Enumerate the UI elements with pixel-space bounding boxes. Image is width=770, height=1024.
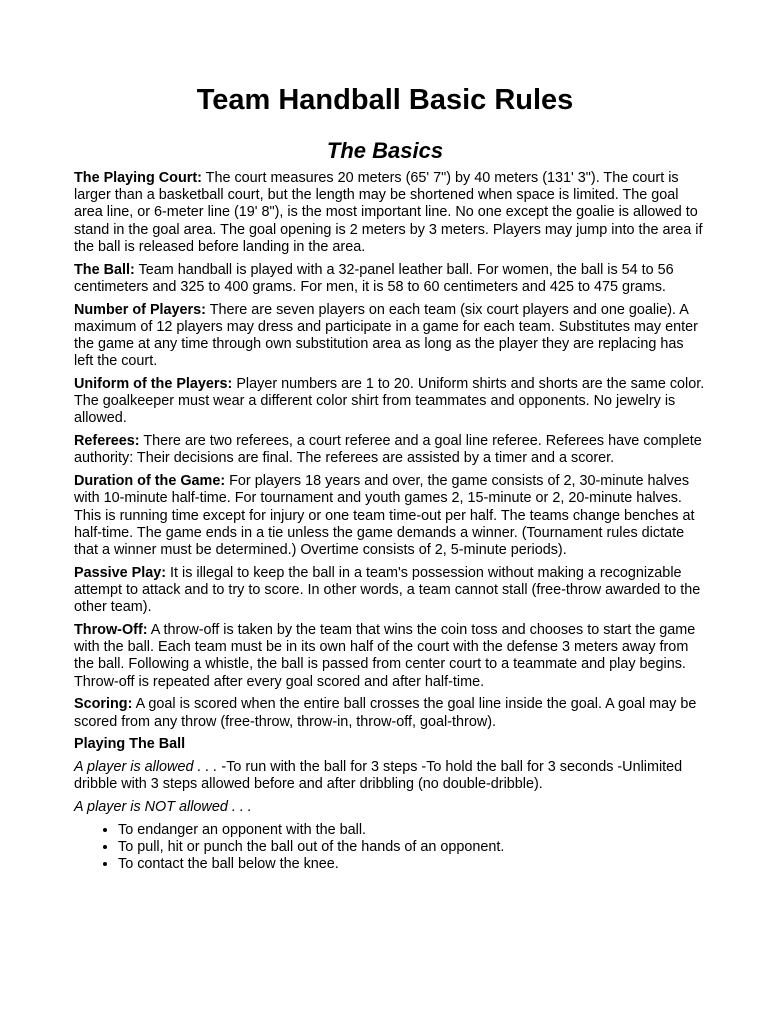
section-term: Duration of the Game: <box>74 473 226 490</box>
section-text: A goal is scored when the entire ball crosses the goal line inside the goal. A goal may be scored from any throw (free-throw, throw-in, throw-off, goal-throw). <box>74 696 697 730</box>
not-allowed-label: A player is NOT allowed . . . <box>74 799 252 816</box>
section-text: The court measures 20 meters (65' 7") by 40 meters (131' 3"). The court is larger than a basketball court, but the length may be shortened when space is limited. The goal area line, or 6-meter line (19' 8"), is the most important line. No one except the goalie is allowed to stand in the goal area. The goal opening is 2 meters by 3 meters. Players may jump into the area if the ball is released before landing in the area. <box>74 170 703 255</box>
section-term: Referees: <box>74 433 140 450</box>
section-term: The Ball: <box>74 261 135 278</box>
section-throw-off <box>74 622 706 691</box>
list-item: • To endanger an opponent with the ball. <box>118 822 706 839</box>
document-body <box>74 170 706 874</box>
section-term: The Playing Court: <box>74 170 202 186</box>
not-allowed-list <box>74 822 706 874</box>
section-number-of-players <box>74 302 706 371</box>
allowed-paragraph <box>74 759 706 793</box>
section-term: Passive Play: <box>74 564 167 581</box>
section-text: There are seven players on each team (six court players and one goalie). A maximum of 12 players may dress and participate in a game for each team. Substitutes may enter the game at any time through own substitution area as long as the player they are replacing has left the court. <box>74 301 698 370</box>
section-referees <box>74 433 706 467</box>
section-text: Team handball is played with a 32-panel leather ball. For women, the ball is 54 to 56 centimeters and 325 to 400 grams. For men, it is 58 to 60 centimeters and 425 to 475 grams. <box>74 261 674 295</box>
section-term: Scoring: <box>74 696 133 713</box>
section-scoring <box>74 696 706 730</box>
document-subtitle: The Basics <box>326 138 444 163</box>
section-duration <box>74 473 706 559</box>
allowed-text: -To run with the ball for 3 steps -To hold the ball for 3 seconds -Unlimited dribble with 3 steps allowed before and after dribbling (no double-dribble). <box>74 759 683 793</box>
section-text: A throw-off is taken by the team that wins the coin toss and chooses to start the game with the ball. Each team must be in its own half of the court with the defense 3 meters away from the ball. Following a whistle, the ball is passed from center court to a teammate and play begins. Throw-off is repeated after every goal scored and after half-time. <box>74 622 696 690</box>
section-uniform <box>74 376 706 428</box>
section-playing-court <box>74 170 706 256</box>
section-text: It is illegal to keep the ball in a team's possession without making a recognizable attempt to attack and to try to score. In other words, a team cannot stall (free-throw awarded to the other team). <box>74 564 701 616</box>
section-term: Throw-Off: <box>74 622 148 639</box>
document-title: Team Handball Basic Rules <box>196 84 574 116</box>
playing-the-ball-heading: Playing The Ball <box>74 736 186 753</box>
section-text: There are two referees, a court referee and a goal line referee. Referees have complete authority: Their decisions are final. The referees are assisted by a timer and a scorer. <box>74 433 702 467</box>
section-text: For players 18 years and over, the game consists of 2, 30-minute halves with 10-minute half-time. For tournament and youth games 2, 15-minute or 2, 20-minute halves. This is running time except for injury or one team time-out per half. The teams change benches at half-time. The game ends in a tie unless the game demands a winner. (Tournament rules dictate that a winner must be determined.) Overtime consists of 2, 5-minute periods). <box>74 473 695 559</box>
list-item: • To pull, hit or punch the ball out of the hands of an opponent. <box>118 839 706 856</box>
section-passive-play <box>74 565 706 617</box>
list-item: • To contact the ball below the knee. <box>118 856 706 873</box>
section-ball <box>74 262 706 296</box>
section-term: Uniform of the Players: <box>74 376 233 393</box>
allowed-label: A player is allowed . . . <box>74 759 218 776</box>
section-text: Player numbers are 1 to 20. Uniform shirts and shorts are the same color. The goalkeeper must wear a different color shirt from teammates and opponents. No jewelry is allowed. <box>74 376 705 427</box>
section-term: Number of Players: <box>74 301 206 318</box>
